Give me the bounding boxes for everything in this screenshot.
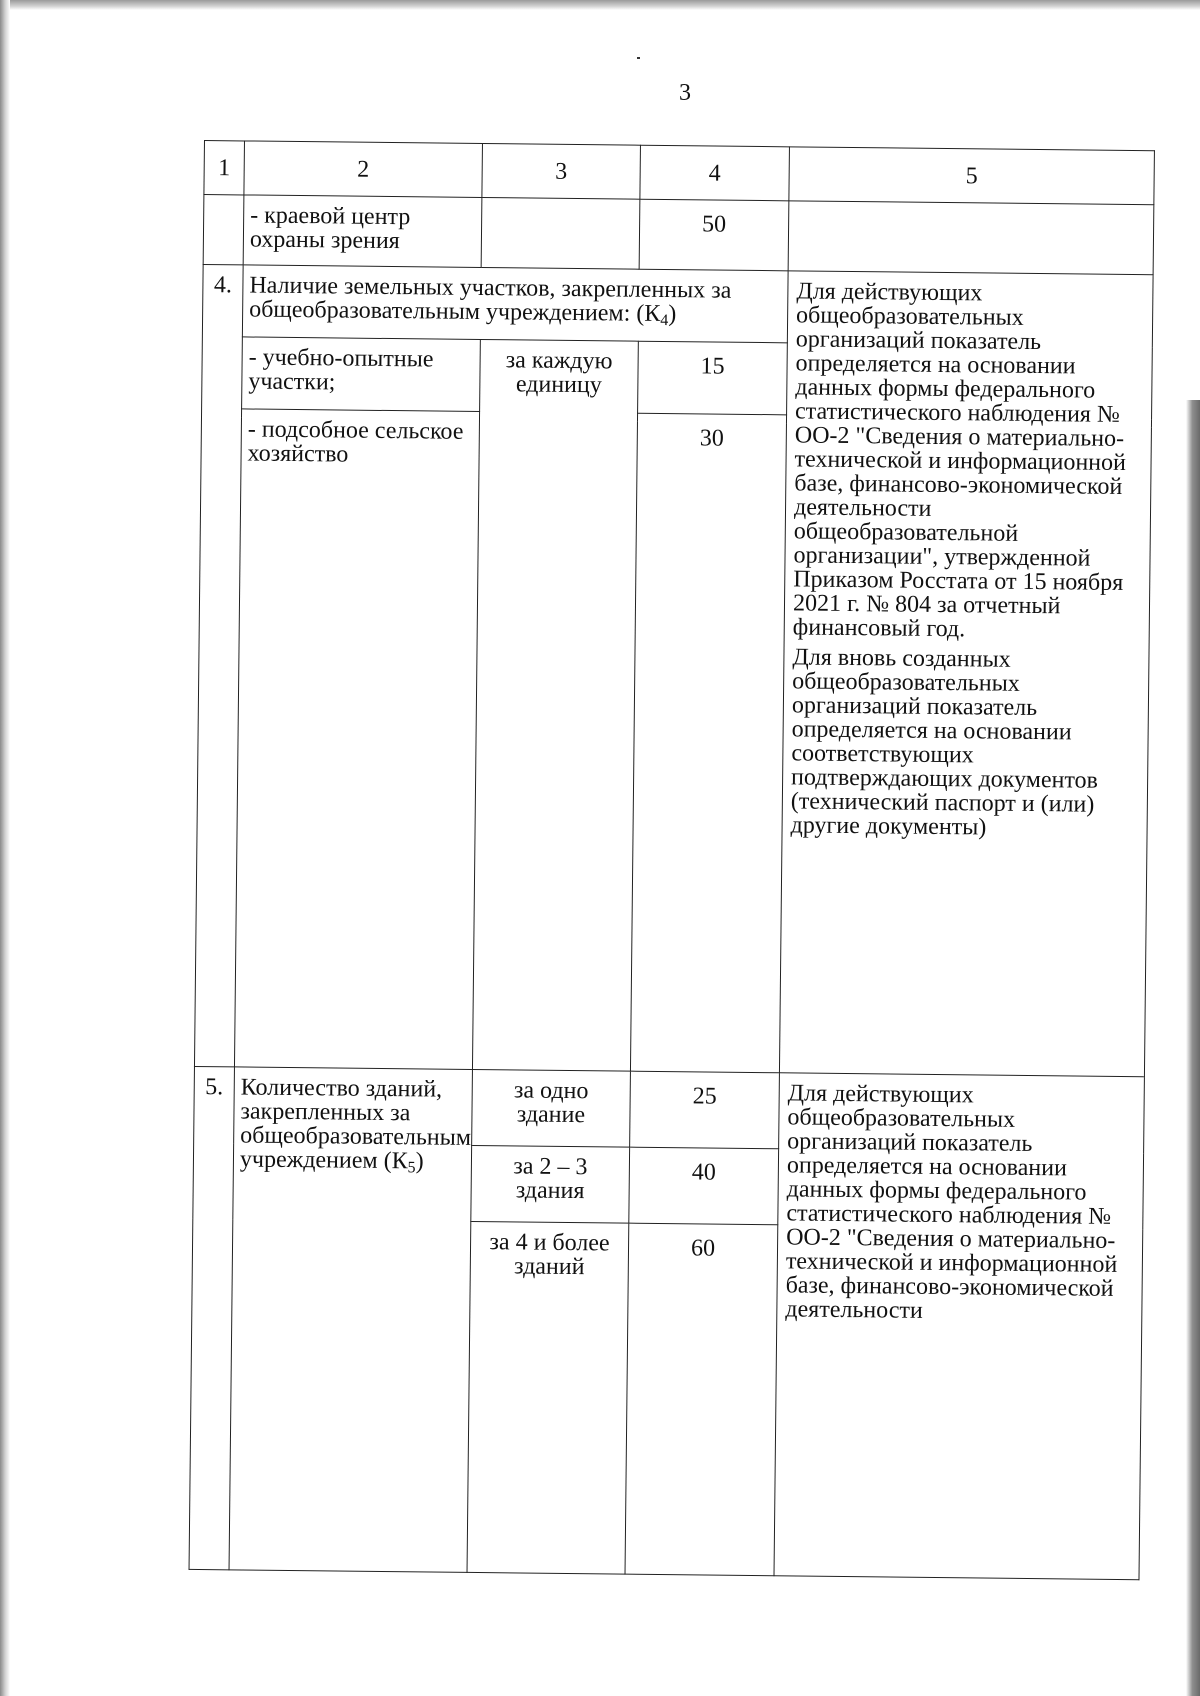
land-plots-unit: за каждую единицу bbox=[472, 340, 638, 1072]
center-score: 50 bbox=[639, 199, 789, 271]
buildings-title-text: Количество зданий, закрепленных за общеобразовательным учреждением (К bbox=[239, 1074, 472, 1175]
scan-edge-right bbox=[1186, 400, 1200, 1696]
center-name: - краевой центр охраны зрения bbox=[243, 195, 482, 268]
row-number: 5. bbox=[189, 1066, 234, 1569]
row-number: 4. bbox=[194, 264, 243, 1066]
buildings-score: 40 bbox=[629, 1147, 779, 1225]
header-col-1: 1 bbox=[204, 141, 245, 195]
land-plots-option-name: - учебно-опытные участки; bbox=[242, 337, 481, 412]
buildings-score: 25 bbox=[630, 1071, 780, 1149]
buildings-title bbox=[229, 1067, 472, 1573]
header-col-2: 2 bbox=[244, 141, 483, 198]
land-plots-title-subscript: 4 bbox=[660, 311, 669, 330]
land-plots-option-name: - подсобное сельское хозяйство bbox=[234, 409, 479, 1070]
page-number: 3 bbox=[679, 80, 691, 106]
buildings-title-subscript: 5 bbox=[407, 1159, 416, 1177]
empty-cell bbox=[481, 198, 640, 270]
scan-edge-left bbox=[0, 0, 10, 1696]
land-plots-title-end: ) bbox=[668, 301, 677, 328]
scan-speck bbox=[637, 57, 640, 59]
land-plots-note-new: Для вновь созданных общеобразовательных организаций показатель определяется на основании соответствующих подтверждающих документов (технический паспорт и (или) другие документы) bbox=[790, 644, 1099, 841]
empty-cell bbox=[203, 195, 244, 265]
land-plots-note bbox=[779, 271, 1153, 1077]
header-col-5: 5 bbox=[789, 147, 1155, 205]
land-plots-option-score: 15 bbox=[638, 341, 788, 415]
header-col-4: 4 bbox=[640, 145, 790, 201]
header-col-3: 3 bbox=[482, 144, 641, 200]
buildings-note: Для действующих общеобразовательных организаций показатель определяется на основании данных формы федерального статистического наблюдения № ОО-2 "Сведения о материально-технической и информационной базе, финансово-экономической деятельности bbox=[774, 1073, 1144, 1580]
buildings-unit: за 4 и более зданий bbox=[467, 1221, 629, 1574]
land-plots-title bbox=[242, 265, 788, 343]
table-row bbox=[202, 264, 1153, 346]
land-plots-title-text: Наличие земельных участков, закрепленных за общеобразовательным учреждением: (К bbox=[249, 272, 732, 327]
buildings-title-end: ) bbox=[415, 1148, 424, 1175]
empty-cell bbox=[788, 201, 1154, 275]
land-plots-option-score: 30 bbox=[630, 413, 786, 1073]
buildings-unit: за 2 – 3 здания bbox=[471, 1145, 630, 1223]
buildings-score: 60 bbox=[625, 1223, 778, 1576]
scan-edge-top bbox=[0, 0, 1200, 10]
land-plots-note-existing: Для действующих общеобразовательных организаций показатель определяется на основании данных формы федерального статистического наблюдения № ОО-2 "Сведения о материально-технической и информационной базе, финансово-экономической деятельности общеобразовательной организации", утвержденной Приказом Росстата от 15 ноября 2021 г. № 804 за отчетный финансовый год. bbox=[792, 278, 1127, 643]
table-row bbox=[203, 195, 1154, 275]
table-row bbox=[194, 1066, 1145, 1152]
criteria-table bbox=[189, 140, 1155, 1580]
buildings-unit: за одно здание bbox=[472, 1069, 631, 1147]
